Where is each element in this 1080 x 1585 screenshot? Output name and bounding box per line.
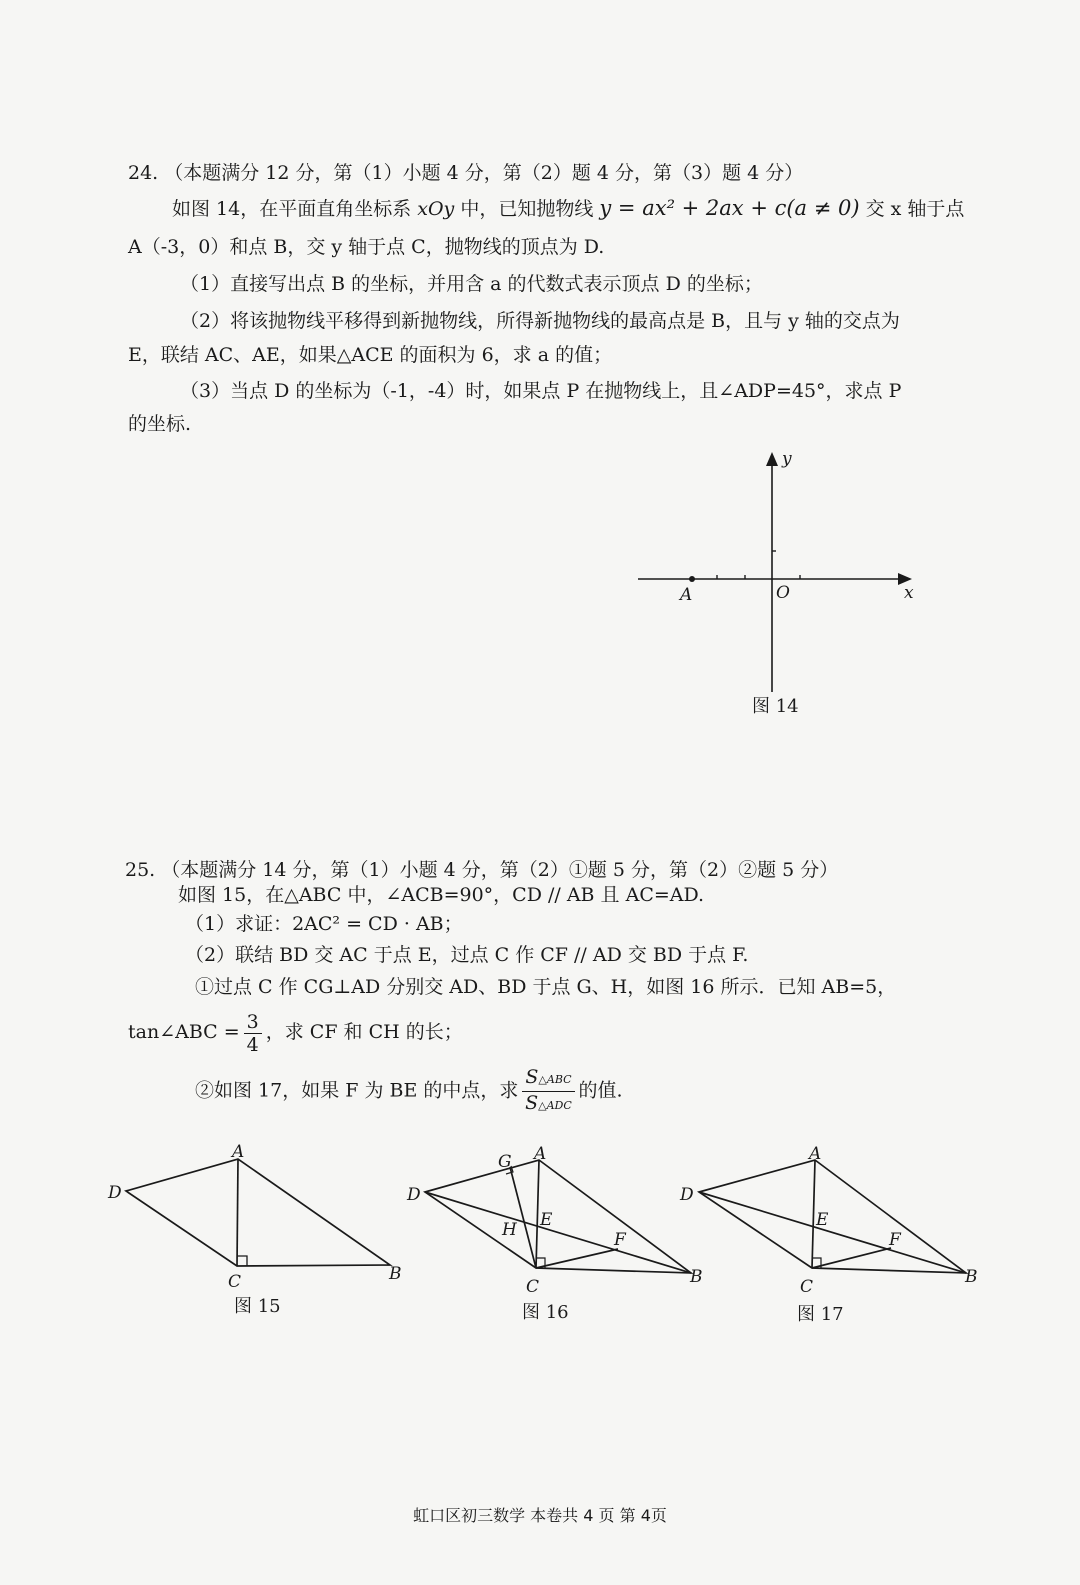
fig15-label-B: B xyxy=(389,1264,402,1284)
q24-intro-1c: 中，已知抛物线 xyxy=(454,198,600,220)
fig17-label-E: E xyxy=(816,1210,829,1230)
q25-sub1-line2 xyxy=(128,1008,463,1056)
fig15-right-angle-icon xyxy=(237,1256,247,1266)
y-axis-arrow-icon xyxy=(766,452,778,466)
fraction-numerator: 3 xyxy=(244,1011,262,1034)
fig17-label-D: D xyxy=(680,1185,694,1205)
q24-part2-line2: E，联结 AC、AE，如果△ACE 的面积为 6，求 a 的值； xyxy=(128,344,613,366)
q24-parabola-formula: y = ax² + 2ax + c(a ≠ 0) xyxy=(599,196,860,220)
q24-intro-xoy: xOy xyxy=(417,198,455,220)
area-ratio-denominator xyxy=(522,1092,574,1117)
label-A: A xyxy=(680,585,693,605)
q24-intro-line1 xyxy=(172,195,964,222)
q25-sub2-tail: 的值. xyxy=(578,1079,623,1102)
fraction-denominator: 4 xyxy=(246,1033,259,1056)
fig16-quadrilateral xyxy=(425,1160,691,1273)
fig16-label-A: A xyxy=(534,1144,547,1164)
fig16-label-H: H xyxy=(502,1220,517,1240)
q24-intro-line2: A（-3，0）和点 B，交 y 轴于点 C，抛物线的顶点为 D. xyxy=(128,236,605,258)
fig15-quadrilateral xyxy=(126,1159,390,1266)
figure-17-caption: 图 17 xyxy=(797,1304,844,1325)
numerator-s: S xyxy=(525,1066,539,1088)
fig16-label-G: G xyxy=(498,1152,512,1172)
area-ratio-fraction xyxy=(522,1066,574,1117)
q25-tan-label: tan∠ABC = xyxy=(128,1021,240,1043)
numerator-sub: △ABC xyxy=(538,1073,572,1086)
q25-sub1-line1: ①过点 C 作 CG⊥AD 分别交 AD、BD 于点 G、H，如图 16 所示．已知 AB=5， xyxy=(195,976,897,998)
page-footer: 虹口区初三数学 本卷共 4 页 第 4页 xyxy=(413,1506,667,1525)
q24-part3-line2: 的坐标. xyxy=(128,413,192,435)
label-y: y xyxy=(782,449,792,469)
q24-intro-1a: 如图 14，在平面直角坐标系 xyxy=(172,198,418,220)
fig16-label-E: E xyxy=(540,1210,553,1230)
fig16-segment-AC xyxy=(536,1160,539,1268)
figure-16-caption: 图 16 xyxy=(522,1302,569,1323)
figure-14-axes xyxy=(630,440,930,700)
fig15-label-C: C xyxy=(228,1272,242,1292)
fraction-three-quarters xyxy=(244,1011,262,1056)
fig16-label-B: B xyxy=(690,1267,703,1287)
fig17-quadrilateral xyxy=(699,1160,966,1273)
q24-part2-line1: （2）将该抛物线平移得到新抛物线，所得新抛物线的最高点是 B，且与 y 轴的交点为 xyxy=(180,310,900,332)
q25-sub1-tail: ，求 CF 和 CH 的长； xyxy=(265,1021,463,1043)
fig17-segment-BD xyxy=(699,1192,966,1273)
q25-header: 25. （本题满分 14 分，第（1）小题 4 分，第（2）①题 5 分，第（2）②题 5 分） xyxy=(125,859,839,881)
fig17-segment-AC xyxy=(812,1160,815,1268)
figure-14-caption: 图 14 xyxy=(752,696,799,717)
q24-header: 24. （本题满分 12 分，第（1）小题 4 分，第（2）题 4 分，第（3）题 4 分） xyxy=(128,162,804,184)
fig16-segment-BD xyxy=(425,1192,691,1273)
q24-part3-line1: （3）当点 D 的坐标为（-1，-4）时，如果点 P 在抛物线上，且∠ADP=45°，求点 P xyxy=(180,380,902,402)
fig15-segment-AC xyxy=(237,1159,238,1266)
figure-16 xyxy=(400,1135,720,1300)
fig16-label-C: C xyxy=(526,1277,540,1297)
q24-intro-1d: 交 x 轴于点 xyxy=(859,198,965,220)
q25-sub2 xyxy=(195,1066,623,1117)
fig16-label-F: F xyxy=(614,1230,626,1250)
fig17-segment-CF xyxy=(812,1248,891,1268)
q25-part2: （2）联结 BD 交 AC 于点 E，过点 C 作 CF // AD 交 BD 于点 F. xyxy=(185,944,749,966)
point-A xyxy=(689,576,695,582)
fig15-label-D: D xyxy=(108,1183,122,1203)
fig17-label-C: C xyxy=(800,1277,814,1297)
fig15-label-A: A xyxy=(232,1142,245,1162)
q24-part1: （1）直接写出点 B 的坐标，并用含 a 的代数式表示顶点 D 的坐标； xyxy=(180,273,763,295)
area-ratio-numerator xyxy=(522,1066,574,1092)
fig17-label-F: F xyxy=(889,1230,901,1250)
label-x: x xyxy=(904,583,914,603)
fig17-label-A: A xyxy=(809,1144,822,1164)
figure-17 xyxy=(675,1135,995,1300)
q25-part1: （1）求证：2AC² = CD · AB； xyxy=(185,913,463,935)
figure-15-caption: 图 15 xyxy=(234,1296,281,1317)
q25-intro: 如图 15，在△ABC 中，∠ACB=90°，CD // AB 且 AC=AD. xyxy=(178,884,705,906)
figure-15 xyxy=(100,1135,420,1300)
fig16-segment-CF xyxy=(536,1249,618,1268)
q25-sub2-lead: ②如图 17，如果 F 为 BE 的中点，求 xyxy=(195,1079,519,1102)
fig16-label-D: D xyxy=(407,1185,421,1205)
denominator-sub: △ADC xyxy=(538,1099,572,1112)
label-O: O xyxy=(776,583,790,603)
fig17-label-B: B xyxy=(965,1267,978,1287)
denominator-s: S xyxy=(525,1092,539,1114)
